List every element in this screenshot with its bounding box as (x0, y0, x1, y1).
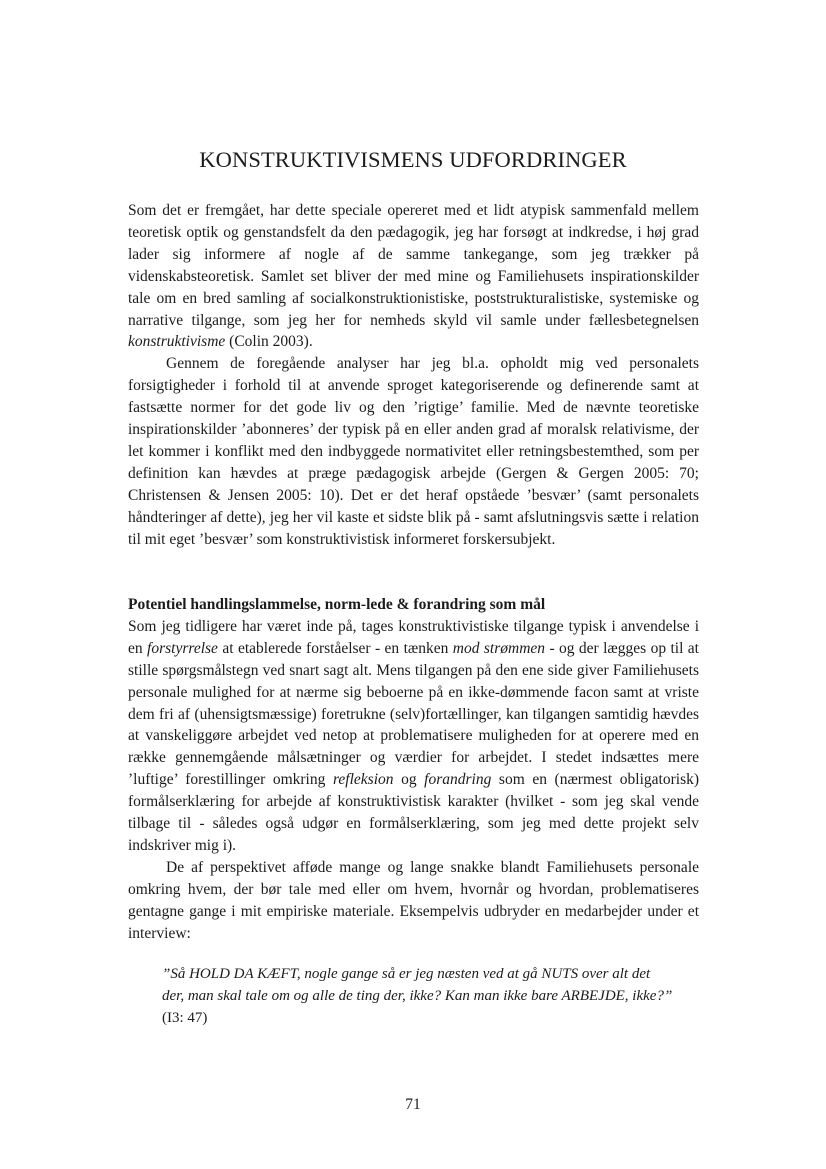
section-handlingslammelse (128, 594, 699, 945)
paragraph: De af perspektivet afføde mange og lange snakke blandt Familiehusets personale omkring hvem, der bør tale med eller om hvem, hvornår og hvordan, problematiseres gentagne gange i mit empiriske materiale. Eksempelvis udbryder en medarbejder under et interview: (128, 858, 699, 942)
quote-text: ”Så HOLD DA KÆFT, nogle gange så er jeg næsten ved at gå NUTS over alt det der, man skal tale om og alle de ting der, ikke? Kan man ikke bare ARBEJDE, ikke?” (162, 966, 673, 1004)
emphasis: refleksion (332, 771, 394, 789)
emphasis: forstyrrelse (147, 639, 218, 657)
section-heading: Potentiel handlingslammelse, norm-lede & forandring som mål (128, 596, 546, 613)
page-number: 71 (405, 1096, 421, 1113)
quote-reference: (I3: 47) (162, 1010, 208, 1026)
section-intro (128, 200, 699, 551)
paragraph: Gennem de foregående analyser har jeg bl.a. opholdt mig ved personalets forsigtigheder i forhold til at anvende sproget kategoriserende og definerende samt at fastsætte normer for det gode liv og den ’rigtige’ familie. Med de nævnte teoretiske inspirationskilder ’abonneres’ der typisk på en eller anden grad af moralsk relativisme, der let kommer i konflikt med den indbyggede normativitet eller retningsbestemthed, som per definition kan hævdes at præge pædagogisk arbejde (Gergen & Gergen 2005: 70; Christensen & Jensen 2005: 10). Det er det heraf opståede ’besvær’ (samt personalets håndteringer af dette), jeg her vil kaste et sidste blik på - samt afslutningsvis sætte i relation til mit eget ’besvær’ som konstruktivistisk informeret forskersubjekt. (128, 355, 699, 548)
emphasis: konstruktivisme (128, 333, 226, 351)
paragraph: Som det er fremgået, har dette speciale opereret med et lidt atypisk sammenfald mellem teoretisk optik og genstandsfelt da den pædagogik, jeg har forsøgt at indkredse, i høj grad lader sig informere af nogle af de samme tankegange, som jeg trækker på videnskabsteoretisk. Samlet set bliver der med mine og Familiehusets inspirationskilder tale om en bred samling af socialkonstruktionistiske, poststrukturalistiske, systemiske og narrative tilgange, som jeg her for nemheds skyld vil samle under fællesbetegnelsen konstruktivisme (Colin 2003). (128, 202, 699, 351)
chapter-title: KONSTRUKTIVISMENS UDFORDRINGER (199, 147, 627, 172)
emphasis: mod strømmen (452, 639, 546, 657)
block-quote (162, 963, 674, 1029)
emphasis: forandring (424, 771, 492, 789)
paragraph: Som jeg tidligere har været inde på, tages konstruktivistiske tilgange typisk i anvendelse i en forstyrrelse at etablerede forståelser - en tænken mod strømmen - og der lægges op til at stille spørgsmålstegn ved snart sagt alt. Mens tilgangen på den ene side giver Familiehusets personale mulighed for at nærme sig beboerne på en ikke-dømmende facon samt at vriste dem fri af (uhensigtsmæssige) foretrukne (selv)fortællinger, kan tilgangen samtidig hævdes at vanskeliggøre arbejdet ved netop at problematisere muligheden for at operere med en række gennemgående målsætninger og værdier for arbejdet. I stedet indsættes mere ’luftige’ forestillinger omkring refleksion og forandring som en (nærmest obligatorisk) formålserklæring for arbejde af konstruktivistisk karakter (hvilket - som jeg skal vende tilbage til - således også udgør en formålserklæring, som jeg med dette projekt selv indskriver mig i). (128, 617, 700, 854)
